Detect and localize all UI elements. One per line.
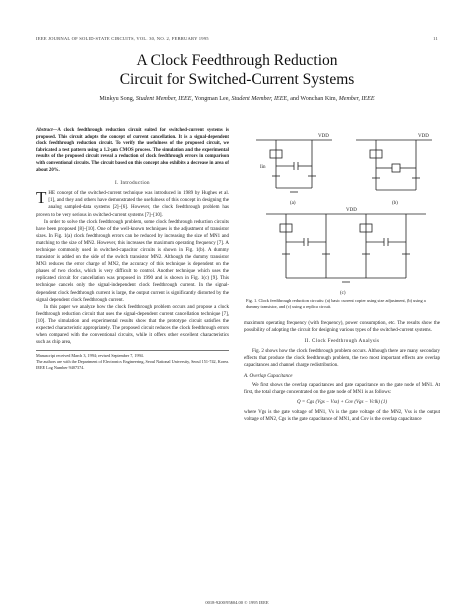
author-2: Yongman Lee, — [194, 96, 230, 102]
abstract-text: A clock feedthrough reduction circuit suited for switched-current systems is proposed. This circuit adopts the concept of current cancellation. It is a signal-dependent clock feedthrough reduction circuit. To verify the usefulness of the proposed circuit, we fabricated a test pattern using a 1.2-μm CMOS process. The simulation and the experimental results of the proposed circuit reveal a reduction of clock feedthrough errors in comparison with conventional circuits. The circuit based on this concept also exhibits a decrease in area of about 20%. — [36, 128, 229, 173]
label-c: (c) — [340, 291, 346, 296]
footnote-ieee-log: IEEE Log Number 9407374. — [36, 364, 85, 370]
right-column — [244, 320, 440, 423]
journal-header: IEEE JOURNAL OF SOLID-STATE CIRCUITS, VOL. 30, NO. 2, FEBRUARY 1995 — [36, 36, 209, 41]
subsection-a-paragraph: We first shows the overlap capacitances and gate capacitance on the gate node of MN1. At first, the total charge concentrated on the gate node of MN1 is as follows: — [244, 382, 440, 395]
intro-paragraph-1-text: HE concept of the switched-current technique was introduced in 1989 by Hughes et al. [1], and they and others have demonstrated the usefulness of this concept in designing the analog sampled-data systems [2]–[6]. However, the clock feedthrough problem has proven to be very serious in switched-current systems [7]–[10]. — [36, 191, 229, 218]
section-2-paragraph-1: Fig. 2 shows how the clock feedthrough problem occurs. Although there are many secondary effects that produce the clock feedthrough problem, the two most important effects are overlap capacitances and channel charge redistribution. — [244, 349, 440, 369]
figure-1 — [246, 128, 440, 298]
author-1: Minkyu Song, — [99, 96, 135, 102]
page-number: 11 — [433, 36, 438, 41]
circuit-schematics — [246, 128, 440, 298]
author-list — [40, 96, 434, 102]
circuit-b-dummy-transistor — [392, 164, 400, 172]
label-vdd-c: VDD — [346, 208, 357, 213]
author-2-role: Student Member, IEEE, — [231, 96, 289, 102]
left-column — [36, 128, 229, 370]
intro-paragraph-1 — [36, 190, 229, 218]
author-3: and Wonchan Kim, — [290, 96, 338, 102]
intro-paragraph-continued: maximum operating frequency (with frequency), power consumption, etc. The results show the possibility of adopting the circuit for designing various types of the switched-current systems. — [244, 321, 440, 334]
equation-1: Q = Cgs (Vgs − Vss) + Cov (Vgs − Vclk) (1) — [296, 399, 387, 405]
paper-title-line1: A Clock Feedthrough Reduction — [136, 52, 338, 69]
abstract-label: Abstract— — [36, 128, 58, 133]
label-vdd-a: VDD — [318, 134, 329, 139]
drop-cap: T — [36, 188, 47, 208]
subsection-a-heading: A. Overlap Capacitance — [244, 373, 293, 379]
copyright-footer: 0018-9200/95$04.00 © 1995 IEEE — [205, 600, 269, 605]
author-3-role: Member, IEEE — [338, 96, 375, 102]
author-1-role: Student Member, IEEE, — [135, 96, 194, 102]
label-b: (b) — [392, 201, 398, 206]
footnote-affiliation: The authors are with the Department of Electronics Engineering, Seoul National University, Seoul 151-742, Korea. — [36, 358, 229, 364]
paper-title-line2: Circuit for Switched-Current Systems — [119, 71, 355, 88]
label-iin-a: Iin — [260, 165, 266, 170]
running-header — [36, 36, 438, 41]
label-a: (a) — [290, 201, 296, 206]
subsection-a-paragraph-2: where Vgs is the gate voltage of MN1, Vs is the gate voltage of the MN2, Vss is the output voltage of MN2, Cgs is the gate capacitance of MN1, and Cov is the overlap capacitance — [244, 409, 440, 423]
intro-paragraph-3: In this paper we analyze how the clock feedthrough problem occurs and propose a clock feedthrough reduction circuit that uses the signal-dependent current cancellation technique [7], [10]. The simulation and experimental results show that the prototype circuit satisfies the expected characteristic appropriately. The proposed circuit reduces the clock feedthrough errors when compared with the conventional circuits, while it offers other excellent characteristics such as chip area, — [36, 304, 229, 346]
footnote-received: Manuscript received March 3, 1994; revised September 7, 1994. — [36, 353, 144, 359]
section-1-heading: I. Introduction — [115, 181, 150, 187]
figure-1-caption: Fig. 1. Clock feedthrough reduction circuits: (a) basic current copier using size adjustment, (b) using a dummy transistor, and (c) using a replica circuit. — [246, 298, 426, 309]
label-vdd-b: VDD — [418, 134, 429, 139]
footnote — [36, 350, 229, 370]
intro-paragraph-2: In order to solve the clock feedthrough problem, some clock feedthrough reduction circuits have been proposed [8]–[10]. One of the well-known techniques is the adjustment of transistor sizes. In Fig. 1(a) clock feedthrough errors can be reduced by increasing the size of MN1 and matching to the size of MN2. However, this increases the maximum operating frequency [7]. A technique commonly used in switched-capacitor circuits is shown in Fig. 1(b). A dummy transistor is added on the side of the switch transistor MN2. Although the dummy transistor MN3 reduces the error charge of MN2, the accuracy of this technique is dependent on the phases of two clocks, which is very difficult to control. Another technique which uses the replicated circuit for cancellation was proposed in 1990 and is shown in Fig. 1(c) [9]. This technique cancels only the signal-independent clock feedthrough current. In the signal-dependent clock feedthrough current is large, the output current is significantly distorted by the signal dependent clock feedthrough current. — [36, 219, 229, 303]
abstract — [36, 128, 229, 174]
section-2-heading: II. Clock Feedthrough Analysis — [304, 339, 380, 345]
